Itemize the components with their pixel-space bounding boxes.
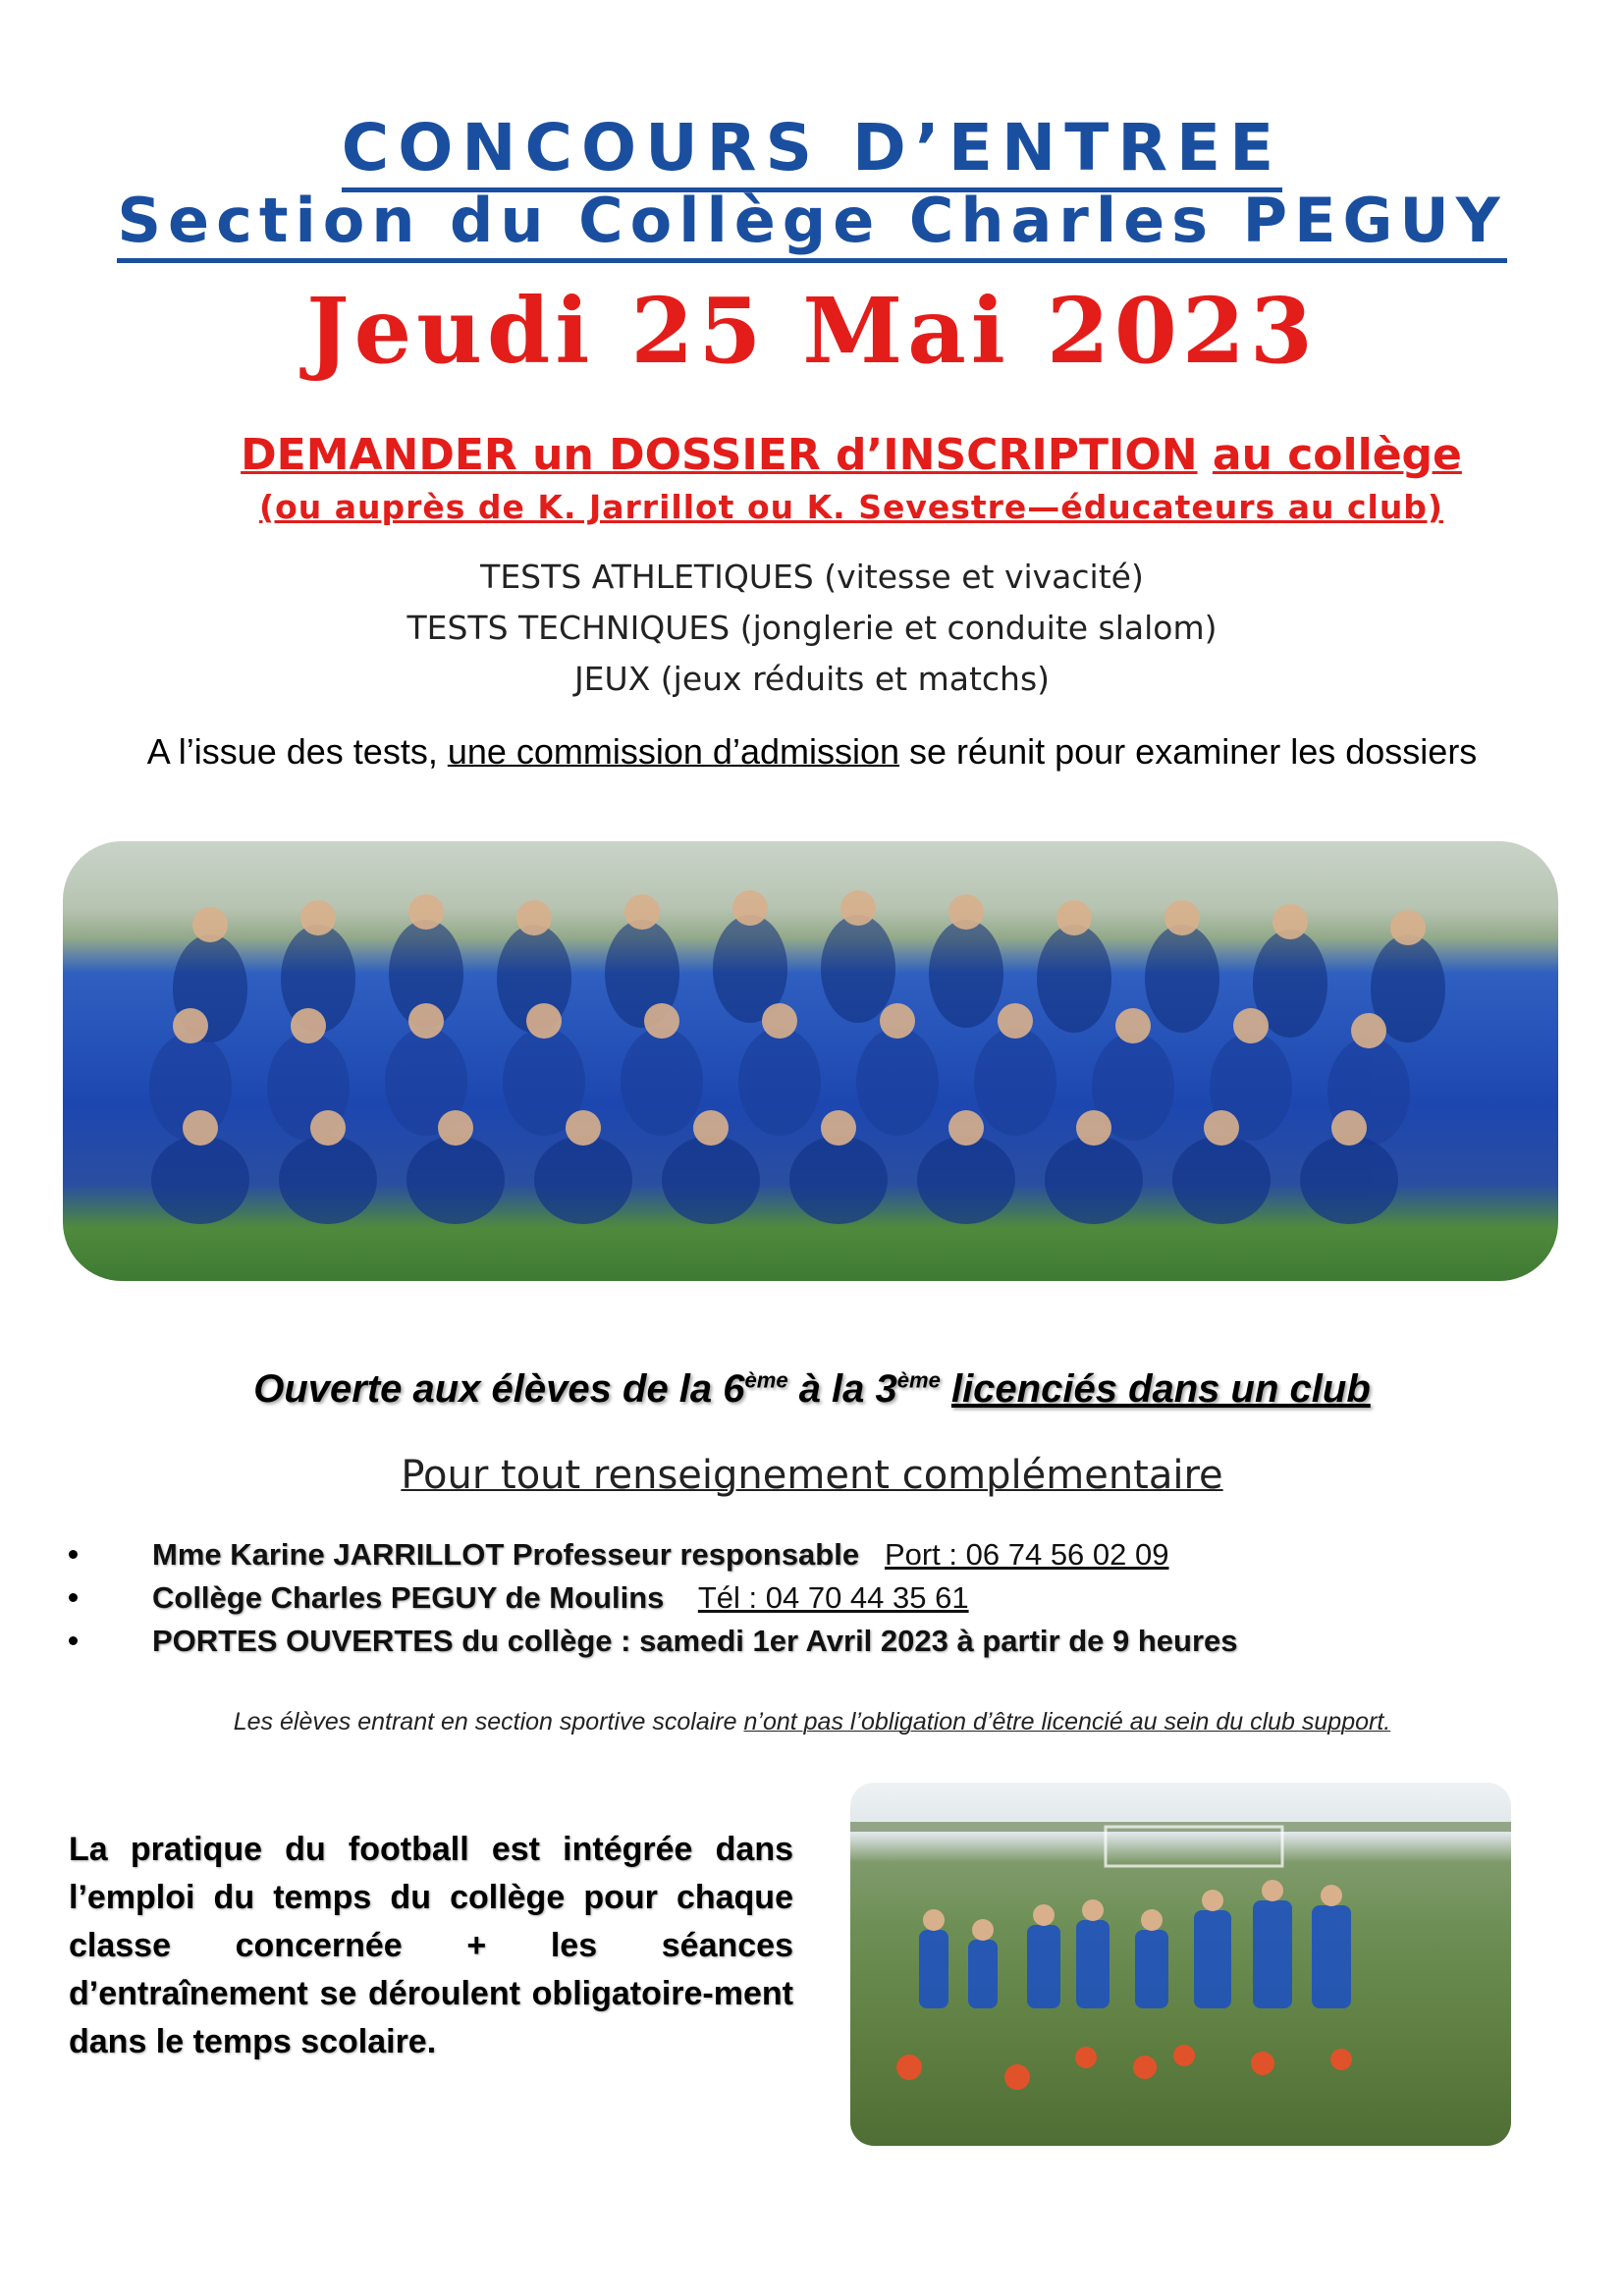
list-item: Collège Charles PEGUY de Moulins Tél : 04 70 44 35 61 xyxy=(69,1576,1542,1620)
bullet-icon xyxy=(69,1636,78,1645)
eligibility-text: Ouverte aux élèves de la 6ème à la 3ème licenciés dans un club xyxy=(253,1367,1371,1411)
test-techniques: TESTS TECHNIQUES (jonglerie et conduite slalom) xyxy=(406,609,1218,647)
test-athletiques: TESTS ATHLETIQUES (vitesse et vivacité) xyxy=(480,558,1144,596)
event-date: Jeudi 25 Mai 2023 xyxy=(306,278,1318,384)
team-photo xyxy=(63,841,1558,1281)
inscription-heading xyxy=(39,430,1624,480)
issue-text: A l’issue des tests, une commission d’admission se réunit pour examiner les dossiers xyxy=(146,731,1478,772)
inscription-suffix: au collège xyxy=(1212,430,1462,480)
license-note: Les élèves entrant en section sportive scolaire n’ont pas l’obligation d’être licencié au sein du club support. xyxy=(233,1708,1391,1735)
team-photo-illustration xyxy=(63,841,1558,1281)
practice-paragraph: La pratique du football est intégrée dans l’emploi du temps du collège pour chaque classe concernée + les séances d’entraînement se déroulent obligatoire-ment dans le temps scolaire. xyxy=(69,1831,793,2060)
eligibility-underlined: licenciés dans un club xyxy=(950,1367,1371,1411)
list-item: PORTES OUVERTES du collège : samedi 1er Avril 2023 à partir de 9 heures xyxy=(69,1620,1542,1663)
info-heading: Pour tout renseignement complémentaire xyxy=(401,1453,1223,1498)
training-photo-illustration xyxy=(850,1783,1511,2146)
inscription-main: DEMANDER un DOSSIER d’INSCRIPTION xyxy=(241,430,1198,480)
bullet-icon xyxy=(69,1550,78,1559)
phone-link[interactable]: Tél : 04 70 44 35 61 xyxy=(697,1580,969,1615)
inscription-contacts: (ou auprès de K. Jarrillot ou K. Sevestre—éducateurs au club) xyxy=(258,488,1444,526)
title-concours: CONCOURS D’ENTREE xyxy=(0,110,1624,186)
list-item: Mme Karine JARRILLOT Professeur responsable Port : 06 74 56 02 09 xyxy=(69,1533,1542,1576)
issue-underlined: une commission d’admission xyxy=(447,731,900,772)
phone-link[interactable]: Port : 06 74 56 02 09 xyxy=(884,1537,1169,1572)
contact-list xyxy=(69,1533,1542,1663)
training-photo xyxy=(850,1783,1511,2146)
test-jeux: JEUX (jeux réduits et matchs) xyxy=(573,660,1051,698)
title-section: Section du Collège Charles PEGUY xyxy=(0,185,1624,256)
bullet-icon xyxy=(69,1593,78,1602)
